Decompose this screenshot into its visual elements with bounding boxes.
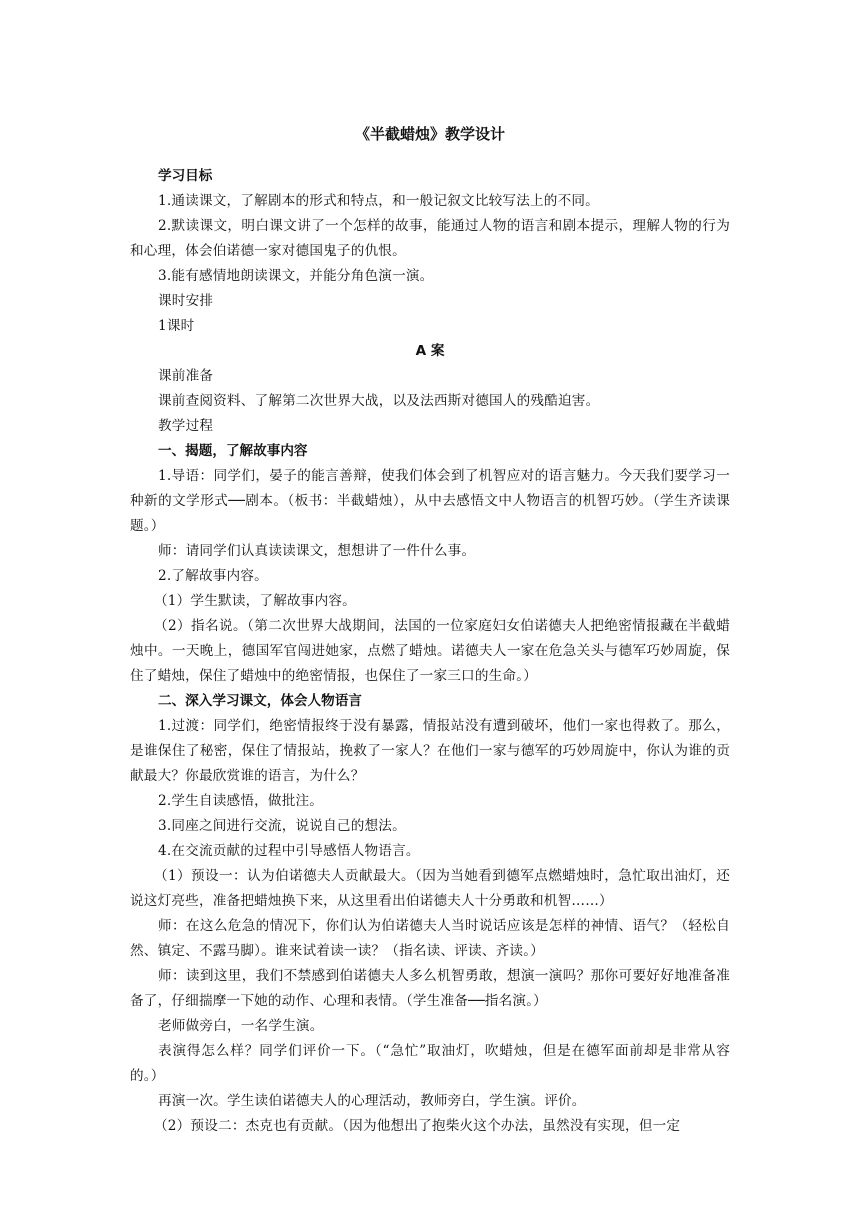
paragraph: 1.过渡：同学们，绝密情报终于没有暴露，情报站没有遭到破坏，他们一家也得救了。那么，是谁保住了秘密，保住了情报站，挽救了一家人？在他们一家与德军的巧妙周旋中，你认为谁的贡献最大？你最欣赏谁的语言，为什么？ — [130, 718, 730, 784]
prep-heading: 课前准备 — [158, 368, 214, 384]
case-heading: A 案 — [415, 343, 445, 359]
paragraph: 再演一次。学生读伯诺德夫人的心理活动，教师旁白，学生演。评价。 — [158, 1093, 586, 1109]
paragraph: （1）学生默读，了解故事内容。 — [154, 593, 356, 609]
paragraph: 4.在交流贡献的过程中引导感悟人物语言。 — [158, 843, 420, 859]
goals-heading: 学习目标 — [158, 168, 213, 184]
goal-2: 2.默读课文，明白课文讲了一个怎样的故事，能通过人物的语言和剧本提示，理解人物的行为和心理，体会伯诺德一家对德国鬼子的仇恨。 — [130, 218, 730, 259]
paragraph: （1）预设一：认为伯诺德夫人贡献最大。（因为当她看到德军点燃蜡烛时，急忙取出油灯，还说这灯亮些，准备把蜡烛换下来，从这里看出伯诺德夫人十分勇敢和机智……） — [130, 868, 730, 909]
schedule-heading: 课时安排 — [158, 293, 214, 309]
paragraph: 师：在这么危急的情况下，你们认为伯诺德夫人当时说话应该是怎样的神情、语气？（轻松自然、镇定、不露马脚）。谁来试着读一读？（指名读、评读、齐读。） — [130, 918, 730, 959]
document-title: 《半截蜡烛》教学设计 — [354, 125, 505, 143]
section-1-heading: 一、揭题，了解故事内容 — [158, 443, 308, 459]
paragraph: 老师做旁白，一名学生演。 — [158, 1018, 324, 1034]
document-page — [130, 122, 730, 1139]
paragraph: （2）预设二：杰克也有贡献。（因为他想出了抱柴火这个办法，虽然没有实现，但一定 — [154, 1118, 681, 1134]
paragraph: （2）指名说。（第二次世界大战期间，法国的一位家庭妇女伯诺德夫人把绝密情报藏在半截蜡烛中。一天晚上，德国军官闯进她家，点燃了蜡烛。诺德夫人一家在危急关头与德军巧妙周旋，保住了蜡烛，保住了蜡烛中的绝密情报，也保住了一家三口的生命。） — [130, 618, 730, 684]
paragraph: 2.了解故事内容。 — [158, 568, 268, 584]
process-heading: 教学过程 — [158, 418, 214, 434]
paragraph: 3.同座之间进行交流，说说自己的想法。 — [158, 818, 406, 834]
paragraph: 1.导语：同学们，晏子的能言善辩，使我们体会到了机智应对的语言魅力。今天我们要学习一种新的文学形式──剧本。（板书：半截蜡烛），从中去感悟文中人物语言的机智巧妙。（学生齐读课题。） — [130, 468, 730, 534]
section-2-heading: 二、深入学习课文，体会人物语言 — [158, 693, 362, 709]
goal-3: 3.能有感情地朗读课文，并能分角色演一演。 — [158, 268, 434, 284]
paragraph: 师：读到这里，我们不禁感到伯诺德夫人多么机智勇敢，想演一演吗？那你可要好好地准备准备了，仔细揣摩一下她的动作、心理和表情。（学生准备──指名演。） — [130, 968, 730, 1009]
schedule-value: 1课时 — [158, 318, 195, 334]
paragraph: 2.学生自读感悟，做批注。 — [158, 793, 324, 809]
prep-text: 课前查阅资料、了解第二次世界大战，以及法西斯对德国人的残酷迫害。 — [158, 393, 600, 409]
paragraph: 表演得怎么样？同学们评价一下。（“急忙”取油灯，吹蜡烛，但是在德军面前却是非常从容的。） — [130, 1043, 730, 1084]
goal-1: 1.通读课文，了解剧本的形式和特点，和一般记叙文比较写法上的不同。 — [158, 193, 599, 209]
paragraph: 师：请同学们认真读读课文，想想讲了一件什么事。 — [158, 543, 476, 559]
